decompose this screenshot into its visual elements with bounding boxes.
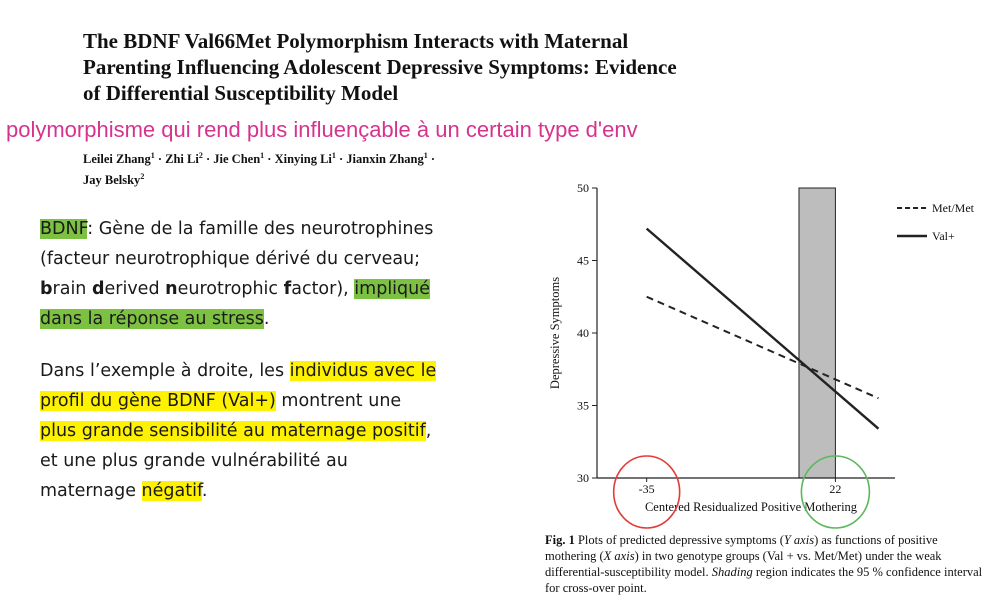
highlight-val-plus: individus avec le profil du gène BDNF (Val+)	[40, 361, 437, 411]
note-bdnf-definition: BDNF: Gène de la famille des neurotrophines (facteur neurotrophique dérivé du cerveau; brain derived neurotrophic factor), impliqué dans la réponse au stress.	[40, 219, 434, 329]
title-line: The BDNF Val66Met Polymorphism Interacts with Maternal	[83, 29, 629, 53]
x-axis-label: Centered Residualized Positive Mothering	[644, 500, 858, 514]
y-tick-label: 50	[577, 181, 589, 195]
x-tick-label: -35	[638, 482, 655, 496]
confidence-shading	[799, 188, 835, 478]
series-line-val-plus	[647, 229, 879, 429]
x-tick-label: 22	[829, 482, 842, 496]
figure-chart	[535, 170, 985, 530]
highlight-negatif: négatif	[141, 481, 202, 501]
author: Jie Chen$^1$	[213, 151, 265, 167]
title-line: Parenting Influencing Adolescent Depressive Symptoms: Evidence	[83, 55, 677, 79]
author-list: Leilei Zhang$^1$ · Zhi $Li^2$ · Jie Chen$^1$ · Xinying $Li^1$ · Jianxin Zhang$^1$ · Jay Belsky$^2$	[83, 151, 436, 188]
author: Jianxin Zhang$^1$	[346, 151, 428, 167]
author: Leilei Zhang$^1$	[83, 151, 155, 167]
highlight-sensibilite: plus grande sensibilité au maternage positif	[40, 421, 426, 441]
y-tick-label: 40	[577, 326, 589, 340]
slide-notes	[40, 214, 440, 528]
paper-title	[83, 28, 883, 106]
author: Jay Belsky$^2$	[83, 172, 145, 188]
note-example: Dans l’exemple à droite, les individus avec le profil du gène BDNF (Val+) montrent une plus grande sensibilité au maternage positif, et une plus grande vulnérabilité au maternage négatif.	[40, 361, 437, 501]
legend-label: Val+	[932, 229, 955, 243]
highlight-stress: impliqué dans la réponse au stress	[40, 279, 431, 329]
author: Xinying Li$^1$	[274, 151, 336, 167]
figure-caption: Fig. 1 Plots of predicted depressive symptoms (Y axis) as functions of positive mothering (X axis) in two genotype groups (Val + vs. Met/Met) under the weak differential-susceptibility model. Shading region indicates the 95 % confidence interval for cross-over point.	[545, 533, 983, 595]
y-tick-label: 30	[577, 471, 589, 485]
author: Zhi Li$^2$	[165, 151, 203, 167]
y-tick-label: 35	[577, 398, 589, 413]
y-axis-label: Depressive Symptoms	[548, 276, 562, 390]
series-line-met-met	[647, 297, 879, 399]
line-chart	[535, 170, 985, 530]
y-tick-label: 45	[577, 253, 589, 268]
handwritten-annotation: polymorphisme qui rend plus influençable à un certain type d'env	[6, 117, 638, 142]
title-line: of Differential Susceptibility Model	[83, 81, 399, 105]
highlight-bdnf: BDNF	[40, 219, 88, 239]
legend-label: Met/Met	[932, 201, 974, 215]
